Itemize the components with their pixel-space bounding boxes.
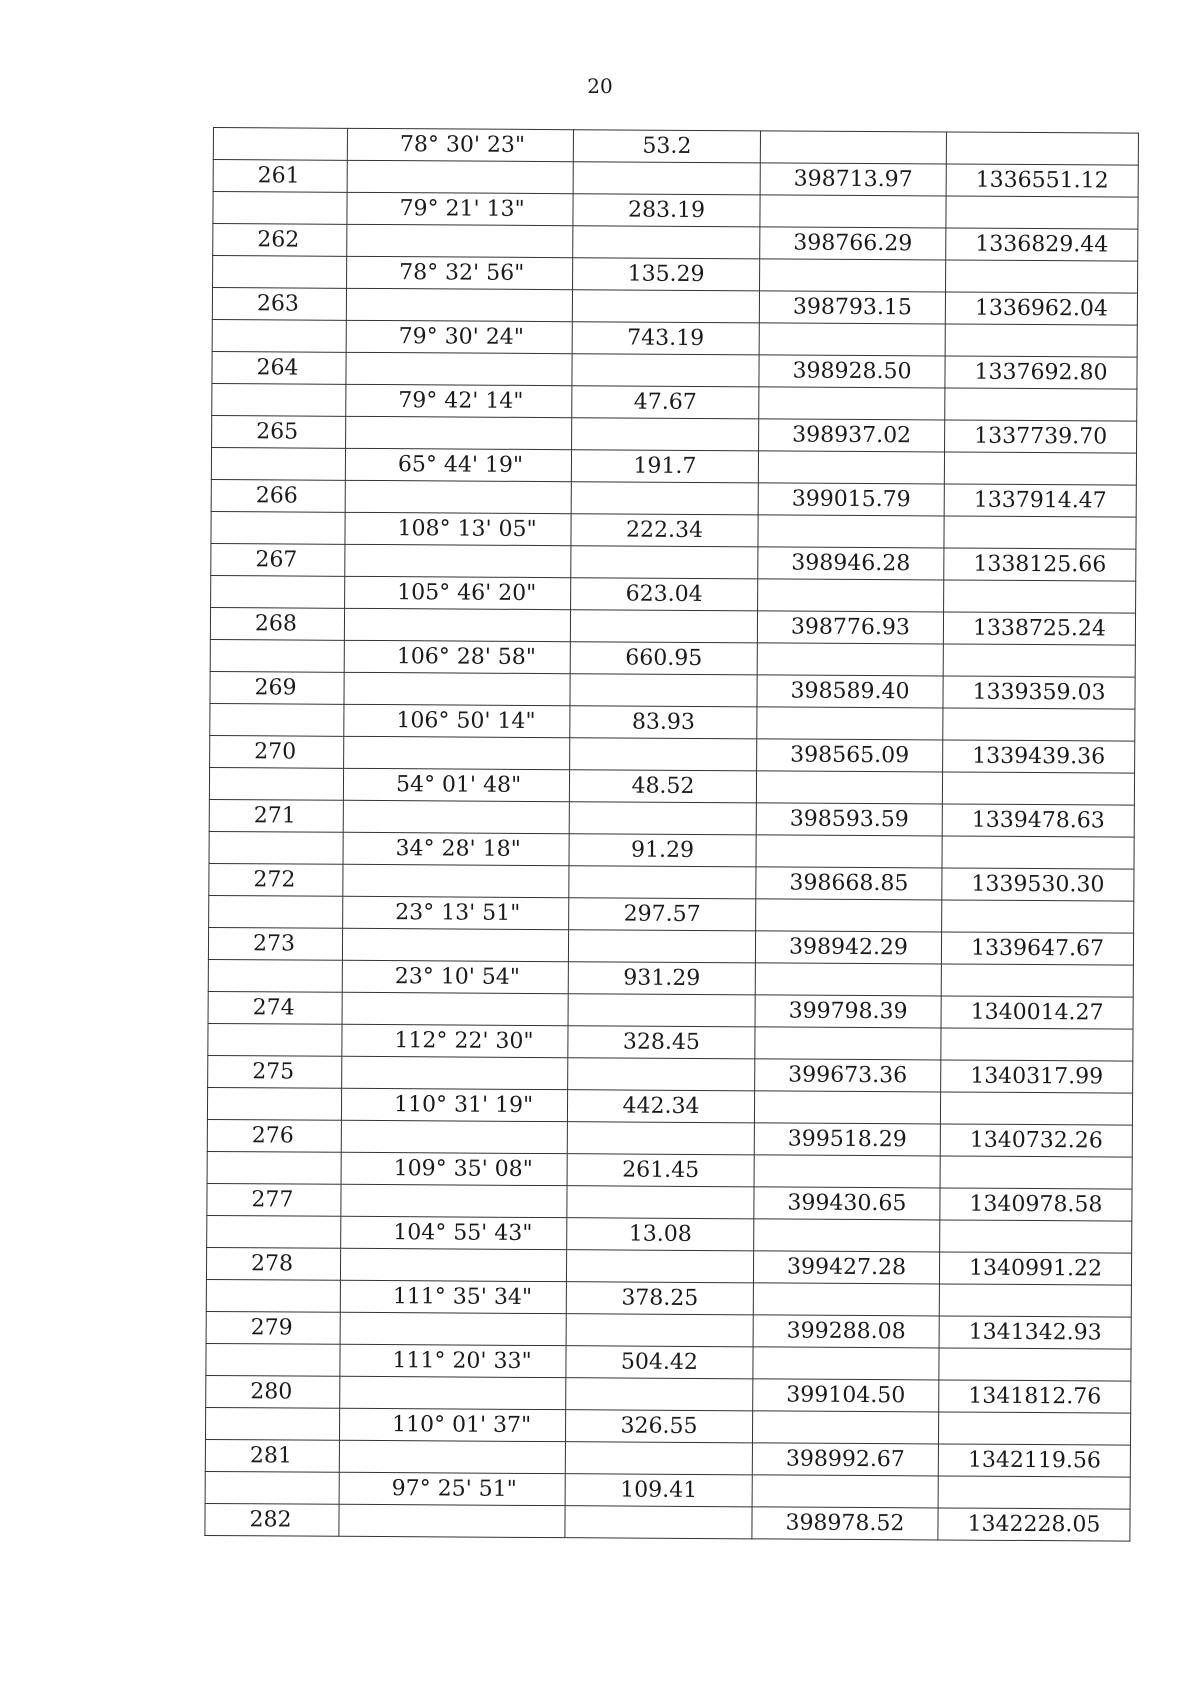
point-number-cell	[209, 767, 343, 800]
point-number-cell: 265	[212, 415, 346, 448]
bearing-cell: 105° 46' 20"	[345, 576, 571, 609]
distance-cell	[566, 1314, 753, 1347]
distance-cell	[570, 610, 757, 643]
bearing-cell	[345, 480, 571, 513]
distance-cell: 48.52	[569, 770, 756, 803]
easting-cell: 1339359.03	[943, 676, 1135, 709]
distance-cell: 378.25	[566, 1282, 753, 1315]
easting-cell	[940, 1220, 1132, 1253]
point-number-cell	[212, 319, 346, 352]
easting-cell	[945, 388, 1137, 421]
distance-cell	[572, 418, 759, 451]
bearing-cell: 54° 01' 48"	[343, 768, 569, 801]
point-number-cell: 273	[208, 927, 342, 960]
bearing-cell	[339, 1440, 565, 1473]
easting-cell	[946, 196, 1138, 229]
easting-cell: 1336829.44	[946, 228, 1138, 261]
bearing-cell	[340, 1248, 566, 1281]
distance-cell	[572, 354, 759, 387]
northing-cell	[758, 515, 944, 548]
point-number-cell: 275	[208, 1055, 342, 1088]
distance-cell: 191.7	[571, 450, 758, 483]
easting-cell	[944, 452, 1136, 485]
northing-cell	[756, 899, 942, 932]
distance-cell: 53.2	[573, 130, 760, 163]
distance-cell: 47.67	[572, 386, 759, 419]
point-number-cell	[208, 959, 342, 992]
easting-cell	[946, 260, 1138, 293]
distance-cell	[573, 162, 760, 195]
easting-cell	[942, 836, 1134, 869]
distance-cell: 442.34	[567, 1090, 754, 1123]
easting-cell	[944, 516, 1136, 549]
table-row	[205, 1503, 1130, 1541]
easting-cell: 1338125.66	[944, 548, 1136, 581]
point-number-cell	[211, 447, 345, 480]
northing-cell	[752, 1411, 938, 1444]
bearing-cell	[345, 544, 571, 577]
northing-cell	[757, 707, 943, 740]
distance-cell	[571, 546, 758, 579]
point-number-cell	[209, 895, 343, 928]
distance-cell	[573, 226, 760, 259]
point-number-cell	[210, 703, 344, 736]
northing-cell	[753, 1347, 939, 1380]
northing-cell: 398793.15	[759, 291, 945, 324]
bearing-cell	[342, 992, 568, 1025]
bearing-cell	[346, 352, 572, 385]
easting-cell	[938, 1412, 1130, 1445]
northing-cell	[753, 1283, 939, 1316]
point-number-cell	[212, 383, 346, 416]
point-number-cell: 281	[205, 1439, 339, 1472]
bearing-cell	[346, 288, 572, 321]
distance-cell: 13.08	[567, 1218, 754, 1251]
distance-cell	[567, 1186, 754, 1219]
point-number-cell: 270	[210, 735, 344, 768]
northing-cell	[760, 195, 946, 228]
bearing-cell: 106° 28' 58"	[344, 640, 570, 673]
point-number-cell: 278	[206, 1247, 340, 1280]
point-number-cell	[206, 1343, 340, 1376]
distance-cell: 109.41	[565, 1474, 752, 1507]
point-number-cell: 271	[209, 799, 343, 832]
northing-cell	[754, 1091, 940, 1124]
distance-cell: 328.45	[568, 1026, 755, 1059]
distance-cell	[566, 1378, 753, 1411]
distance-cell: 261.45	[567, 1154, 754, 1187]
northing-cell: 398942.29	[755, 931, 941, 964]
bearing-cell: 79° 42' 14"	[346, 384, 572, 417]
northing-cell	[755, 1027, 941, 1060]
bearing-cell	[343, 864, 569, 897]
bearing-cell: 78° 30' 23"	[347, 128, 573, 161]
bearing-cell: 79° 21' 13"	[347, 192, 573, 225]
bearing-cell	[342, 1056, 568, 1089]
bearing-cell: 65° 44' 19"	[345, 448, 571, 481]
easting-cell	[940, 1092, 1132, 1125]
easting-cell	[942, 900, 1134, 933]
bearing-cell	[340, 1376, 566, 1409]
easting-cell	[940, 1156, 1132, 1189]
distance-cell: 135.29	[573, 258, 760, 291]
point-number-cell	[213, 128, 347, 161]
bearing-cell: 112° 22' 30"	[342, 1024, 568, 1057]
northing-cell: 399015.79	[758, 483, 944, 516]
bearing-cell: 109° 35' 08"	[341, 1152, 567, 1185]
northing-cell: 399427.28	[753, 1251, 939, 1284]
survey-coordinates-table	[204, 127, 1139, 1542]
northing-cell	[760, 259, 946, 292]
easting-cell	[939, 1348, 1131, 1381]
northing-cell	[752, 1475, 938, 1508]
distance-cell	[569, 866, 756, 899]
point-number-cell	[210, 639, 344, 672]
distance-cell	[567, 1122, 754, 1155]
northing-cell: 398978.52	[752, 1507, 938, 1540]
bearing-cell: 78° 32' 56"	[347, 256, 573, 289]
point-number-cell	[209, 831, 343, 864]
distance-cell	[570, 674, 757, 707]
bearing-cell: 23° 10' 54"	[342, 960, 568, 993]
northing-cell	[759, 387, 945, 420]
northing-cell: 399288.08	[753, 1315, 939, 1348]
northing-cell: 399518.29	[754, 1123, 940, 1156]
point-number-cell	[207, 1151, 341, 1184]
northing-cell	[754, 1155, 940, 1188]
point-number-cell: 264	[212, 351, 346, 384]
table-body	[205, 128, 1139, 1542]
distance-cell	[569, 802, 756, 835]
bearing-cell	[344, 736, 570, 769]
northing-cell: 398776.93	[757, 611, 943, 644]
northing-cell: 398668.85	[756, 867, 942, 900]
northing-cell: 398928.50	[759, 355, 945, 388]
bearing-cell: 104° 55' 43"	[341, 1216, 567, 1249]
northing-cell: 398589.40	[757, 675, 943, 708]
easting-cell: 1340978.58	[940, 1188, 1132, 1221]
northing-cell: 398565.09	[757, 739, 943, 772]
northing-cell: 399104.50	[753, 1379, 939, 1412]
distance-cell	[568, 994, 755, 1027]
easting-cell	[945, 324, 1137, 357]
point-number-cell	[213, 192, 347, 225]
easting-cell	[938, 1476, 1130, 1509]
point-number-cell: 279	[206, 1311, 340, 1344]
bearing-cell	[344, 672, 570, 705]
distance-cell: 660.95	[570, 642, 757, 675]
bearing-cell	[340, 1312, 566, 1345]
bearing-cell: 108° 13' 05"	[345, 512, 571, 545]
point-number-cell: 280	[206, 1375, 340, 1408]
point-number-cell: 282	[205, 1503, 339, 1536]
distance-cell	[568, 1058, 755, 1091]
distance-cell: 326.55	[565, 1410, 752, 1443]
point-number-cell: 277	[207, 1183, 341, 1216]
northing-cell	[754, 1219, 940, 1252]
easting-cell: 1342228.05	[938, 1508, 1130, 1541]
easting-cell: 1339439.36	[943, 740, 1135, 773]
northing-cell: 398713.97	[760, 163, 946, 196]
distance-cell: 623.04	[571, 578, 758, 611]
distance-cell	[565, 1442, 752, 1475]
easting-cell	[939, 1284, 1131, 1317]
bearing-cell	[343, 800, 569, 833]
easting-cell: 1336962.04	[945, 292, 1137, 325]
northing-cell: 398766.29	[760, 227, 946, 260]
page-number: 20	[587, 74, 613, 98]
point-number-cell: 262	[213, 224, 347, 257]
distance-cell: 222.34	[571, 514, 758, 547]
distance-cell	[571, 482, 758, 515]
bearing-cell: 110° 31' 19"	[341, 1088, 567, 1121]
distance-cell: 743.19	[572, 322, 759, 355]
point-number-cell: 267	[211, 543, 345, 576]
bearing-cell	[347, 160, 573, 193]
northing-cell: 398593.59	[756, 803, 942, 836]
distance-cell: 931.29	[568, 962, 755, 995]
point-number-cell	[211, 575, 345, 608]
easting-cell	[942, 772, 1134, 805]
point-number-cell: 263	[212, 288, 346, 321]
bearing-cell	[339, 1504, 565, 1537]
point-number-cell: 272	[209, 863, 343, 896]
bearing-cell: 111° 35' 34"	[340, 1280, 566, 1313]
easting-cell: 1341342.93	[939, 1316, 1131, 1349]
point-number-cell	[213, 256, 347, 289]
northing-cell: 399430.65	[754, 1187, 940, 1220]
easting-cell: 1341812.76	[939, 1380, 1131, 1413]
distance-cell: 504.42	[566, 1346, 753, 1379]
easting-cell	[943, 644, 1135, 677]
bearing-cell	[344, 608, 570, 641]
northing-cell	[755, 963, 941, 996]
easting-cell: 1340014.27	[941, 996, 1133, 1029]
bearing-cell	[347, 224, 573, 257]
distance-cell: 91.29	[569, 834, 756, 867]
easting-cell: 1339530.30	[942, 868, 1134, 901]
bearing-cell: 34° 28' 18"	[343, 832, 569, 865]
bearing-cell	[341, 1184, 567, 1217]
northing-cell	[756, 771, 942, 804]
easting-cell: 1340732.26	[940, 1124, 1132, 1157]
bearing-cell	[342, 928, 568, 961]
easting-cell: 1339647.67	[941, 932, 1133, 965]
northing-cell: 399673.36	[755, 1059, 941, 1092]
point-number-cell: 274	[208, 991, 342, 1024]
distance-cell	[572, 290, 759, 323]
northing-cell	[756, 835, 942, 868]
easting-cell: 1337739.70	[945, 420, 1137, 453]
bearing-cell: 79° 30' 24"	[346, 320, 572, 353]
point-number-cell	[207, 1087, 341, 1120]
point-number-cell	[207, 1215, 341, 1248]
distance-cell	[570, 738, 757, 771]
northing-cell: 398992.67	[752, 1443, 938, 1476]
northing-cell	[757, 643, 943, 676]
point-number-cell: 276	[207, 1119, 341, 1152]
distance-cell	[566, 1250, 753, 1283]
distance-cell: 283.19	[573, 194, 760, 227]
bearing-cell	[341, 1120, 567, 1153]
easting-cell: 1340317.99	[941, 1060, 1133, 1093]
easting-cell	[946, 132, 1138, 165]
easting-cell: 1337692.80	[945, 356, 1137, 389]
bearing-cell: 106° 50' 14"	[344, 704, 570, 737]
northing-cell	[759, 323, 945, 356]
point-number-cell	[205, 1471, 339, 1504]
distance-cell	[568, 930, 755, 963]
easting-cell: 1336551.12	[946, 164, 1138, 197]
point-number-cell	[206, 1279, 340, 1312]
northing-cell: 398937.02	[759, 419, 945, 452]
easting-cell	[944, 580, 1136, 613]
point-number-cell	[208, 1023, 342, 1056]
northing-cell	[758, 451, 944, 484]
easting-cell	[941, 1028, 1133, 1061]
bearing-cell	[346, 416, 572, 449]
point-number-cell: 269	[210, 671, 344, 704]
point-number-cell: 266	[211, 479, 345, 512]
bearing-cell: 111° 20' 33"	[340, 1344, 566, 1377]
bearing-cell: 110° 01' 37"	[339, 1408, 565, 1441]
point-number-cell: 261	[213, 160, 347, 193]
distance-cell: 297.57	[569, 898, 756, 931]
easting-cell: 1342119.56	[938, 1444, 1130, 1477]
easting-cell	[941, 964, 1133, 997]
bearing-cell: 97° 25' 51"	[339, 1472, 565, 1505]
northing-cell: 398946.28	[758, 547, 944, 580]
distance-cell: 83.93	[570, 706, 757, 739]
northing-cell	[760, 131, 946, 164]
easting-cell	[943, 708, 1135, 741]
easting-cell: 1338725.24	[943, 612, 1135, 645]
easting-cell: 1340991.22	[939, 1252, 1131, 1285]
point-number-cell	[211, 511, 345, 544]
northing-cell	[758, 579, 944, 612]
distance-cell	[565, 1506, 752, 1539]
easting-cell: 1339478.63	[942, 804, 1134, 837]
bearing-cell: 23° 13' 51"	[343, 896, 569, 929]
northing-cell: 399798.39	[755, 995, 941, 1028]
point-number-cell: 268	[210, 607, 344, 640]
easting-cell: 1337914.47	[944, 484, 1136, 517]
point-number-cell	[205, 1407, 339, 1440]
